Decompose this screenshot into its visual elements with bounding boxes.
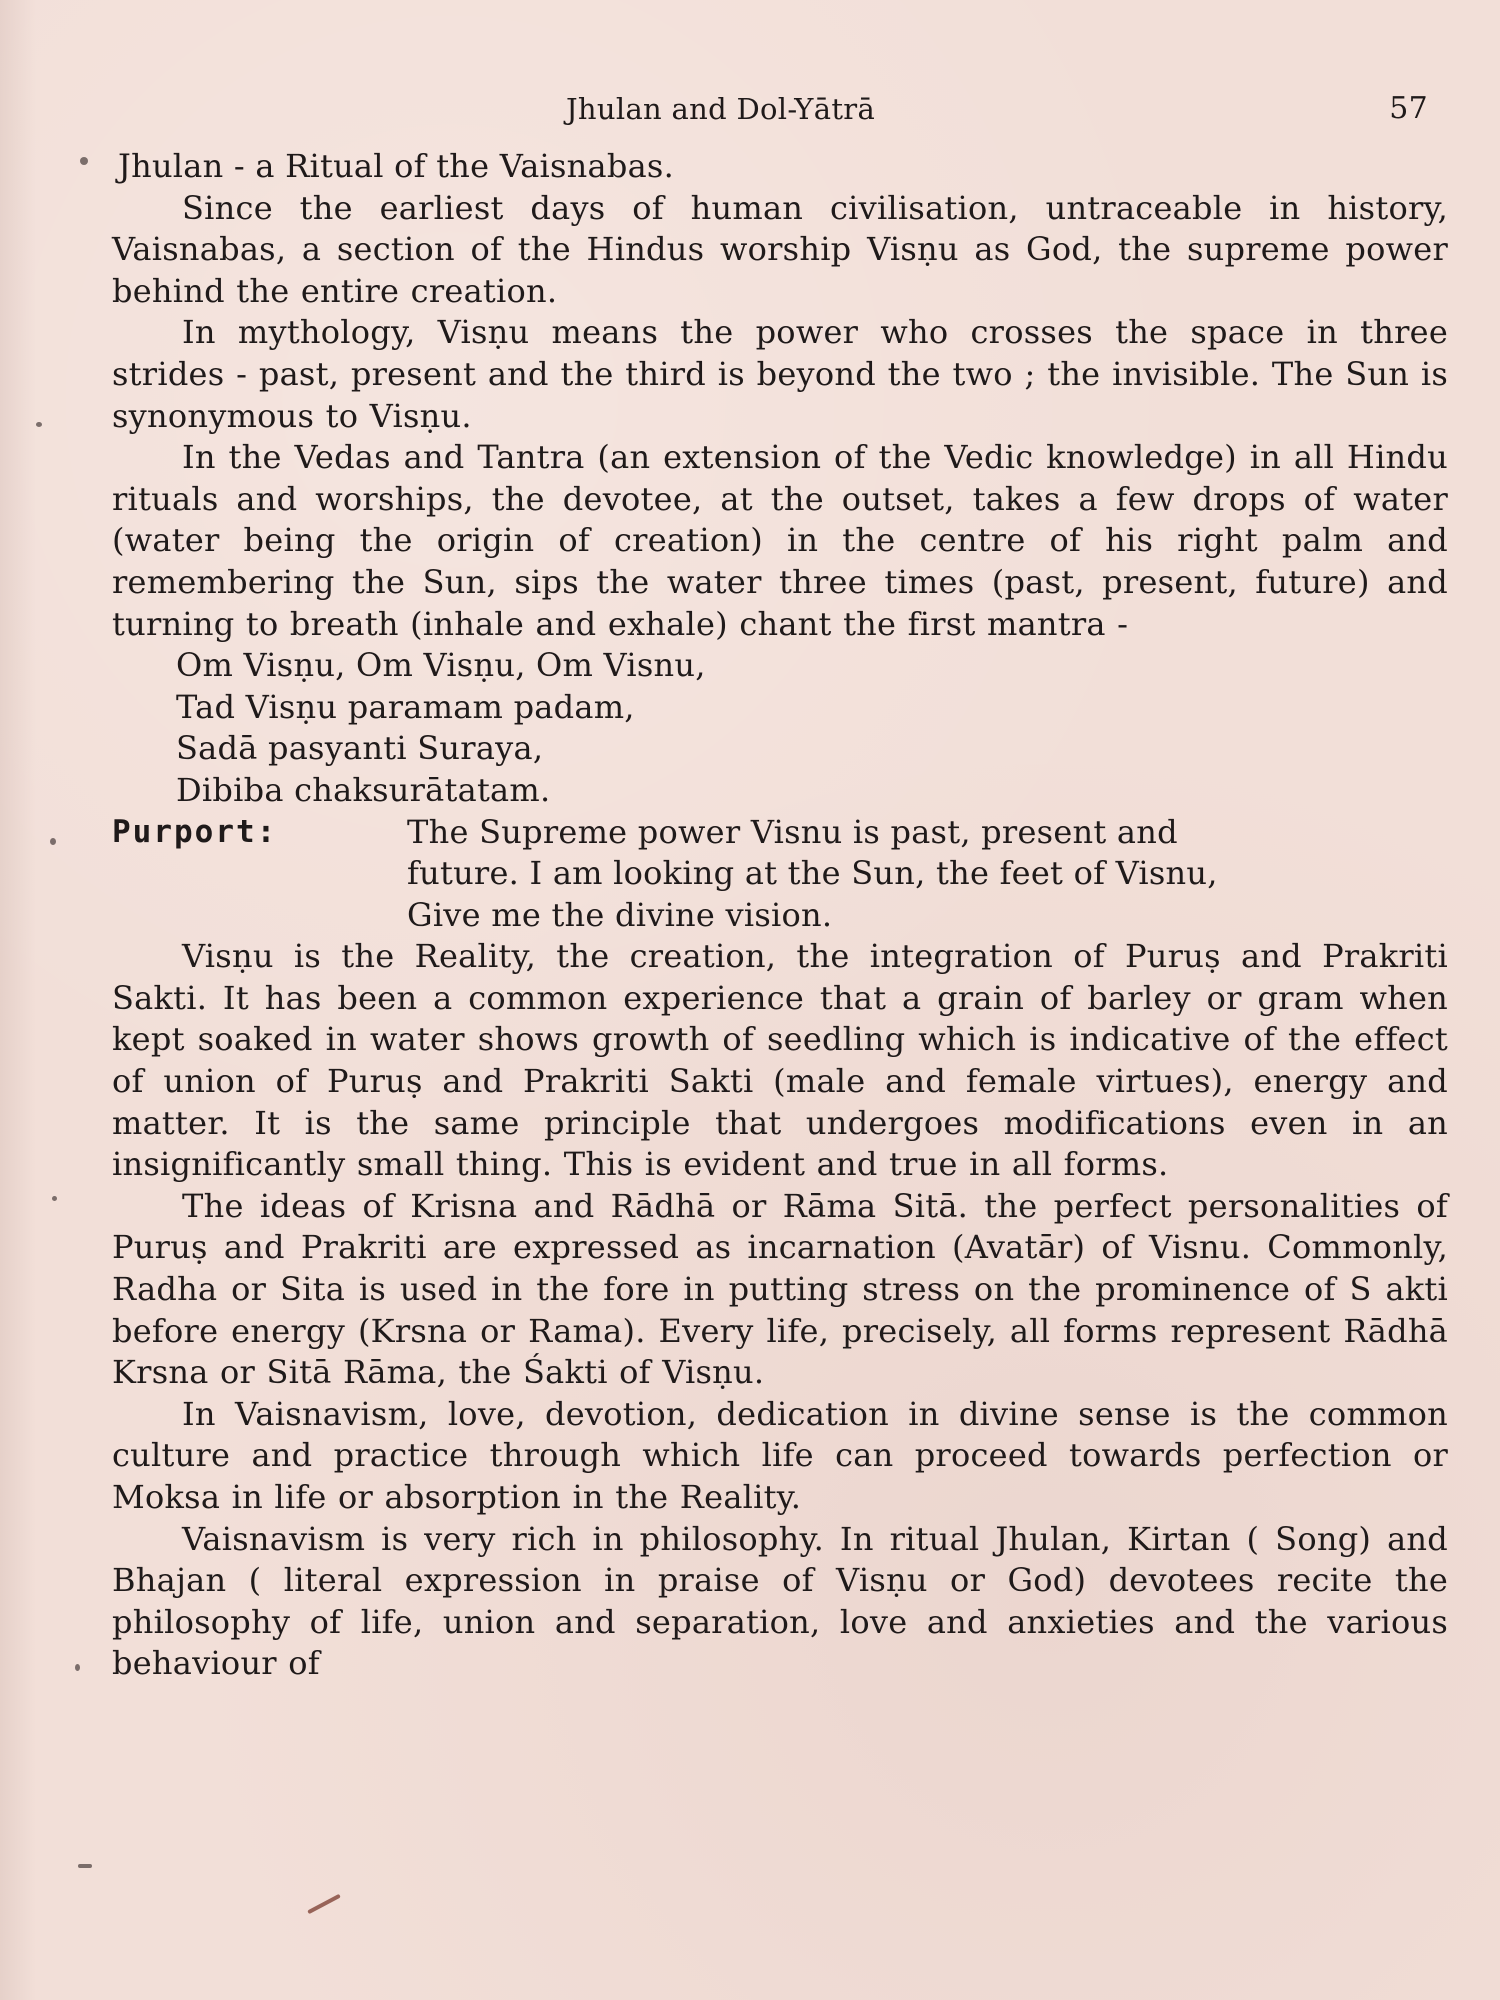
- page-content: [112, 146, 1448, 1894]
- mantra-verse: [112, 645, 1448, 811]
- paragraph-radha-krisna: The ideas of Krisna and Rādhā or Rāma Sitā. the perfect personalities of Puruṣ and Prakriti are expressed as incarnation (Avatār) of Visnu. Commonly, Radha or Sita is used in the fore in putting stress on the prominence of S akti before energy (Krsna or Rama). Every life, precisely, all forms represent Rādhā Krsna or Sitā Rāma, the Śakti of Visṇu.: [112, 1186, 1448, 1392]
- print-speck: [80, 157, 88, 165]
- section-heading: Jhulan - a Ritual of the Vaisnabas.: [118, 147, 675, 185]
- page-number: 57: [1389, 91, 1428, 126]
- paragraph-vaisnavism-devotion: In Vaisnavism, love, devotion, dedication in divine sense is the common culture and practice through which life can proceed towards perfection or Moksa in life or absorption in the Reality.: [112, 1394, 1448, 1516]
- page-header: [0, 89, 1500, 129]
- mantra-line: Sadā pasyanti Suraya,: [176, 729, 544, 768]
- mantra-line: Dibiba chaksurātatam.: [176, 770, 551, 809]
- purport-label: Purport:: [112, 813, 278, 850]
- purport-text: [407, 812, 1448, 937]
- print-speck: [78, 1864, 92, 1868]
- paragraph-vaisnavism-philosophy: Vaisnavism is very rich in philosophy. In ritual Jhulan, Kirtan ( Song) and Bhajan ( literal expression in praise of Visṇu or God) devotees recite the philosophy of life, union and separation, love and anxieties and the various behaviour of: [112, 1519, 1448, 1683]
- print-speck: [50, 838, 56, 845]
- pencil-mark: [307, 1894, 341, 1914]
- purport-line: future. I am looking at the Sun, the feet of Visnu,: [407, 854, 1218, 893]
- purport-line: Give me the divine vision.: [407, 895, 833, 934]
- purport-block: [112, 812, 1448, 937]
- running-title: Jhulan and Dol-Yātrā: [566, 92, 876, 126]
- paragraph-purus-prakriti: Visṇu is the Reality, the creation, the integration of Puruṣ and Prakriti Sakti. It has been a common experience that a grain of barley or gram when kept soaked in water shows growth of seedling which is indicative of the effect of union of Puruṣ and Prakriti Sakti (male and female virtues), energy and matter. It is the same principle that undergoes modifications even in an insignificantly small thing. This is evident and true in all forms.: [112, 937, 1448, 1184]
- paragraph-vedic-ritual: In the Vedas and Tantra (an extension of the Vedic knowledge) in all Hindu rituals and worships, the devotee, at the outset, takes a few drops of water (water being the origin of creation) in the centre of his right palm and remembering the Sun, sips the water three times (past, present, future) and turning to breath (inhale and exhale) chant the first mantra -: [112, 438, 1448, 643]
- purport-line: The Supreme power Visnu is past, present and: [407, 812, 1178, 851]
- mantra-line: Om Visṇu, Om Visṇu, Om Visnu,: [176, 646, 706, 685]
- mantra-line: Tad Visṇu paramam padam,: [176, 687, 635, 726]
- print-speck: [52, 1196, 57, 1201]
- print-speck: [36, 422, 42, 427]
- page-shadow-edge: [0, 0, 36, 2000]
- paragraph-vaisnabas-history: Since the earliest days of human civilisation, untraceable in history, Vaisnabas, a section of the Hindus worship Visṇu as God, the supreme power behind the entire creation.: [112, 188, 1448, 310]
- paragraph-vishnu-mythology: In mythology, Visṇu means the power who crosses the space in three strides - past, present and the third is beyond the two ; the invisible. The Sun is synonymous to Visṇu.: [112, 313, 1448, 435]
- print-speck: [75, 1664, 80, 1671]
